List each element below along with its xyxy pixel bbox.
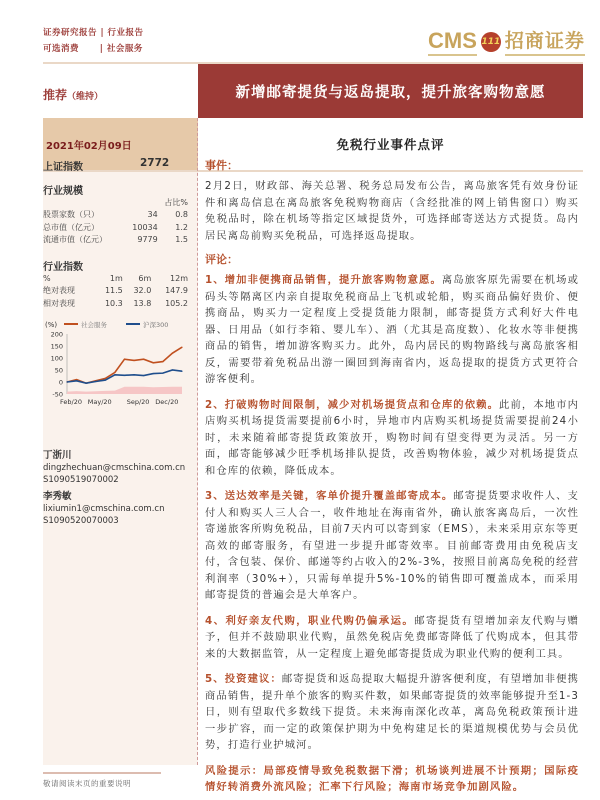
data-point [133, 374, 134, 375]
scale-table [43, 196, 188, 246]
report-type-line: 证券研究报告 | 行业报告 [43, 28, 144, 38]
row-label: 股票家数（只） [43, 210, 99, 220]
comment-point-1 [205, 272, 579, 388]
data-point [114, 374, 115, 375]
row-pct: 1.5 [175, 235, 188, 245]
series-line-0 [67, 347, 182, 383]
y-tick-label: 150 [50, 342, 63, 351]
data-point [143, 375, 144, 376]
index-chart [40, 312, 195, 422]
data-point [95, 381, 96, 382]
row-value: 9779 [137, 235, 158, 245]
logo-cn: 招商证券 [505, 28, 585, 56]
y-tick-label: 200 [50, 330, 63, 339]
author-0 [43, 450, 185, 486]
sector-line: 可选消费 | 社会服务 [43, 44, 143, 54]
cell: 147.9 [165, 286, 188, 296]
data-point [124, 359, 125, 360]
data-point [114, 372, 115, 373]
sector: 可选消费 [43, 44, 80, 54]
table-row [43, 297, 188, 310]
data-point [133, 360, 134, 361]
x-tick-label: May/20 [87, 398, 112, 406]
col-header: 12m [170, 273, 188, 283]
perf-title: 行业指数 [43, 262, 83, 273]
cms-logo [428, 26, 585, 58]
data-point [105, 379, 106, 380]
comment-point-4 [205, 613, 579, 663]
data-point [172, 369, 173, 370]
row-pct: 0.8 [175, 210, 188, 220]
rating [43, 86, 103, 103]
point-lead: 2、打破购物时间限制，减少对机场提货点和仓库的依赖。 [205, 398, 500, 411]
x-tick-label: Sep/20 [126, 398, 150, 406]
row-label: 相对表现 [43, 298, 75, 308]
risk-warning: 风险提示：局部疫情导致免税数据下滑；机场谈判进展不计预期；国际疫情好转消费外流风险；汇率下行风险；海南市场竞争加剧风险。 [205, 764, 579, 793]
point-body: 邮寄提货有望增加亲友代购与赠予，但并不鼓励职业代购，虽然免税店免费邮寄降低了代购成本，但其带来的大数据监管，从一定程度上避免邮寄提货成为职业代购的便利工具。 [205, 614, 579, 660]
data-point [172, 353, 173, 354]
point-lead: 3、送达效率是关键，客单价提升覆盖邮寄成本。 [205, 490, 454, 502]
author-id: S1090519070002 [43, 475, 119, 485]
scale-col-header: 占比% [164, 197, 188, 207]
data-point [143, 359, 144, 360]
table-row [43, 221, 188, 234]
data-point [124, 375, 125, 376]
point-lead: 5、投资建议： [205, 673, 282, 685]
x-tick-label: Dec/20 [155, 398, 179, 406]
row-label: 绝对表现 [43, 286, 75, 296]
row-value: 34 [147, 210, 158, 220]
logo-badge-icon: 111 [481, 32, 501, 52]
author-id: S1090520070003 [43, 516, 119, 526]
index-value: 2772 [140, 157, 170, 169]
rating-label: 推荐 [43, 88, 68, 102]
comment-point-2 [205, 397, 579, 480]
data-point [105, 378, 106, 379]
data-point [181, 347, 182, 348]
footer-rule [43, 772, 161, 774]
table-row [43, 209, 188, 222]
data-point [86, 383, 87, 384]
col-header: % [43, 273, 51, 283]
perf-table [43, 272, 188, 310]
cell: 11.5 [104, 286, 123, 296]
point-body: 离岛旅客原先需要在机场或码头等隔离区内亲自提取免税商品上飞机或轮船，购买商品偏好贵价、便携商品，购买力一定程度上受提货能力限制，邮寄提货方式利好大件电器、日用品（如行李箱、婴儿车）、酒（尤其是高度数）、化妆水等非便携商品的销售，增加游客购买力。此外，岛内居民的购物路线与离岛旅客相反，需要带着免税品出游一圈回到海南省内，返岛提取的提货方式更符合游客便利。 [205, 274, 580, 385]
x-tick-label: Feb/20 [60, 398, 82, 406]
data-point [66, 381, 67, 382]
report-type: 证券研究报告 [43, 28, 98, 38]
logo-latin: CMS [428, 28, 477, 56]
row-pct: 1.2 [175, 222, 188, 232]
author-name: 丁浙川 [43, 450, 72, 461]
row-label: 流通市值（亿元） [43, 235, 107, 245]
legend-label-1: 沪深300 [143, 321, 169, 329]
report-category: 行业报告 [107, 28, 144, 38]
y-tick-label: 100 [50, 354, 63, 363]
author-name: 李秀敏 [43, 491, 72, 502]
comment-point-5 [205, 671, 579, 754]
data-point [153, 373, 154, 374]
cell: 10.3 [104, 298, 123, 308]
y-axis-label: (%) [45, 321, 58, 329]
cell: 32.0 [133, 286, 152, 296]
cell: 105.2 [165, 298, 188, 308]
subsector: 社会服务 [106, 44, 143, 54]
author-email[interactable]: lixiumin1@cmschina.com.cn [43, 504, 165, 514]
y-tick-label: 50 [54, 366, 63, 375]
cell: 13.8 [133, 298, 152, 308]
data-point [153, 362, 154, 363]
author-email[interactable]: dingzhechuan@cmschina.com.cn [43, 463, 186, 473]
table-row [43, 234, 188, 247]
footer-note: 敬请阅读末页的重要说明 [43, 779, 131, 788]
point-lead: 1、增加非便携商品销售，提升旅客购物意愿。 [205, 274, 442, 286]
data-point [76, 380, 77, 381]
data-point [162, 361, 163, 362]
legend-label-0: 社会服务 [81, 321, 107, 329]
y-tick-label: -50 [52, 390, 63, 399]
point-lead: 4、利好亲友代购，职业代购仍偏承运。 [205, 614, 415, 627]
column-divider [197, 118, 198, 765]
series-line-1 [67, 370, 182, 383]
comment-point-3 [205, 488, 579, 604]
report-title: 新增邮寄提货与返岛提取，提升旅客购物意愿 [198, 64, 583, 118]
scale-title: 行业规模 [43, 186, 83, 197]
event-body: 2月2日，财政部、海关总署、税务总局发布公告，离岛旅客凭有效身份证件和离岛信息在离岛旅客免税购物商店（含经批准的网上销售窗口）购买免税品时，除在机场等指定区域提货外，可选择邮寄送达方式提货。岛内居民离岛前购买免税品，可选择返岛提取。 [205, 180, 579, 242]
point-body: 邮寄提货和返岛提取大幅提升游客便利度，有望增加非便携商品销售，提升单个旅客的购买件数，如果邮寄提货的效率能够提升至1-3日，则有望取代多数线下提货。未来海南深化改革，离岛免税政策预计进一步扩容，而一定的政策保护期为中免构建足长的渠道规模优势与会员优势，打造行业护城河。 [205, 673, 579, 751]
point-body: 此前，本地市内店购买机场提货需要提前6小时，异地市内店购买机场提货需要提前24小时，未来随着邮寄提货政策放开，购物时间有望变得更为灵活。另一方面，邮寄能够减少旺季机场排队提货，改善购物体验，减少对机场提货点和仓库的依赖，降低成本。 [205, 398, 580, 477]
col-header: 6m [138, 273, 152, 283]
rating-note: （维持） [67, 92, 104, 102]
y-tick-label: 0 [58, 378, 63, 387]
row-label: 总市值（亿元） [43, 222, 99, 232]
comment-heading: 评论： [205, 253, 238, 266]
relative-performance-area [67, 387, 182, 394]
data-point [181, 371, 182, 372]
row-value: 10034 [132, 222, 158, 232]
event-heading: 事件： [205, 159, 238, 172]
index-label: 上证指数 [43, 162, 83, 173]
data-point [162, 373, 163, 374]
col-header: 1m [109, 273, 123, 283]
main-column [205, 158, 579, 796]
report-date: 2021年02月09日 [43, 118, 198, 170]
author-1 [43, 491, 164, 527]
table-row [43, 285, 188, 298]
point-body: 邮寄提货要求收件人、支付人和购买人三人合一，收件地址在海南省外，确认旅客离岛后，一次性寄递旅客所购免税品，目前7天内可以寄到家（EMS），未来采用京东等更高效的邮寄服务，有望进一步提升邮寄效率。目前邮寄费用由免税店支付，含包装、保价、邮递等约占收入的2%-3%，按照目前离岛免税的经营利润率（30%+），只需每单提升5%-10%的销售即可覆盖成本，而采用邮寄提货的普遍会是大单客户。 [205, 490, 579, 601]
report-subtitle: 免税行业事件点评 [336, 137, 445, 152]
